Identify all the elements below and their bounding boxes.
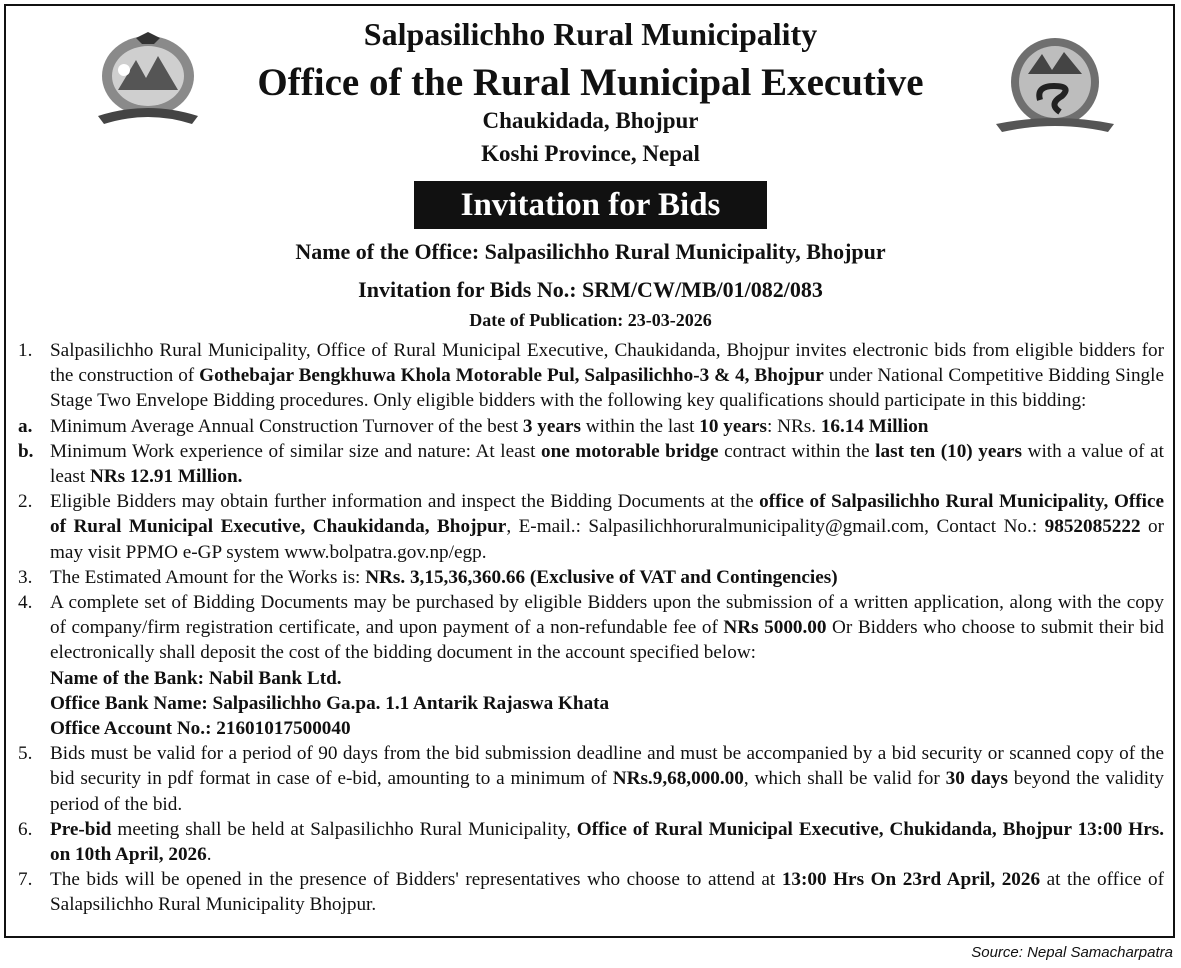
contact-email: , E-mail.: Salpasilichhoruralmunicipality@gmail.com, Contact No.:	[506, 516, 1045, 538]
clause-b: b. Minimum Work experience of similar size and nature: At least one motorable bridge contract within the last ten (10) years with a value of at least NRs 12.91 Million.	[18, 440, 1164, 488]
bid-opening-time: 13:00 Hrs On 23rd April, 2026	[781, 869, 1041, 891]
prebid-meeting-details: Office of Rural Municipal Executive, Chukidanda, Bhojpur 13:00 Hrs. on 10th April, 2026	[50, 818, 1164, 866]
clause-3: 3. The Estimated Amount for the Works is: NRs. 3,15,36,360.66 (Exclusive of VAT and Contingencies)	[18, 565, 1164, 590]
clause-5: 5. Bids must be valid for a period of 90 days from the bid submission deadline and must be accompanied by a bid security or scanned copy of the bid security in pdf format in case of e-bid, amounting to a minimum of NRs.9,68,000.00, which shall be valid for 30 days beyond the validity period of the bid.	[18, 743, 1164, 815]
contact-number: 9852085222	[1044, 516, 1141, 538]
bid-number-line: Invitation for Bids No.: SRM/CW/MB/01/082/083	[358, 277, 823, 302]
clause-marker: 2.	[18, 491, 33, 513]
office-name-line: Name of the Office: Salpasilichho Rural Municipality, Bhojpur	[295, 239, 886, 264]
experience-value: NRs 12.91 Million.	[89, 466, 243, 488]
bank-name: Name of the Bank: Nabil Bank Ltd.	[50, 667, 342, 689]
account-number: Office Account No.: 21601017500040	[50, 718, 351, 740]
publication-date: Date of Publication: 23-03-2026	[469, 310, 712, 330]
clause-marker: b.	[18, 440, 34, 462]
clause-marker: 7.	[18, 869, 33, 891]
project-name: Gothebajar Bengkhuwa Khola Motorable Pul, Salpasilichho-3 & 4, Bhojpur	[199, 365, 824, 387]
clause-marker: 3.	[18, 566, 33, 588]
clause-marker: 1.	[18, 340, 33, 361]
estimated-amount: NRs. 3,15,36,360.66 (Exclusive of VAT and Contingencies)	[365, 566, 838, 588]
clause-4: 4. A complete set of Bidding Documents may be purchased by eligible Bidders upon the submission of a written application, along with the copy of company/firm registration certificate, and upon payment of a non-refundable fee of NRs 5000.00 Or Bidders who choose to submit their bid electronically shall deposit the cost of the bidding document in the account specified below: Name of the Bank: Nabil Bank Ltd. Office Bank Name: Salpasilichho Ga.pa. 1.1 Antarik Rajaswa Khata Office Account No.: 21601017500040	[18, 590, 1164, 741]
clause-marker: a.	[18, 415, 33, 437]
document-fee: NRs 5000.00	[723, 617, 827, 639]
office-title: Office of the Rural Municipal Executive	[257, 61, 924, 104]
office-province: Koshi Province, Nepal	[481, 141, 700, 166]
office-bank-name: Office Bank Name: Salpasilichho Ga.pa. 1.1 Antarik Rajaswa Khata	[50, 692, 610, 714]
bid-security-amount: NRs.9,68,000.00	[612, 768, 744, 790]
office-location: Chaukidada, Bhojpur	[482, 108, 699, 133]
clause-a: a. Minimum Average Annual Construction Turnover of the best 3 years within the last 10 years: NRs. 16.14 Million	[18, 414, 1164, 439]
clause-marker: 5.	[18, 743, 33, 765]
clause-1: 1. Salpasilichho Rural Municipality, Office of Rural Municipal Executive, Chaukidanda, Bhojpur invites electronic bids from eligible bidders for the construction of Gothebajar Bengkhuwa Khola Motorable Pul, Salpasilichho-3 & 4, Bhojpur under National Competitive Bidding Single Stage Two Envelope Bidding procedures. Only eligible bidders with the following key qualifications should participate in this bidding:	[18, 340, 1164, 412]
clause-marker: 6.	[18, 818, 33, 840]
municipality-name: Salpasilichho Rural Municipality	[363, 16, 818, 52]
clause-marker: 4.	[18, 592, 33, 614]
notice-title-banner: Invitation for Bids	[414, 181, 767, 229]
egp-link: or may visit PPMO e-GP system www.bolpatra.gov.np/egp.	[50, 516, 1165, 563]
source-credit: Source: Nepal Samacharpatra	[971, 944, 1173, 961]
clause-7: 7. The bids will be opened in the presence of Bidders' representatives who choose to attend at 13:00 Hrs On 23rd April, 2026 at the office of Salapsilichho Rural Municipality Bhojpur.	[18, 869, 1164, 916]
clause-6: 6. Pre-bid meeting shall be held at Salpasilichho Rural Municipality, Office of Rural Municipal Executive, Chukidanda, Bhojpur 13:00 Hrs. on 10th April, 2026.	[18, 818, 1164, 866]
clause-2: 2. Eligible Bidders may obtain further information and inspect the Bidding Documents at the office of Salpasilichho Rural Municipality, Office of Rural Municipal Executive, Chaukidanda, Bhojpur, E-mail.: Salpasilichhoruralmunicipality@gmail.com, Contact No.: 9852085222 or may visit PPMO e-GP system www.bolpatra.gov.np/egp.	[18, 491, 1165, 563]
turnover-value: 16.14 Million	[820, 415, 929, 437]
notice-body	[18, 338, 1164, 918]
